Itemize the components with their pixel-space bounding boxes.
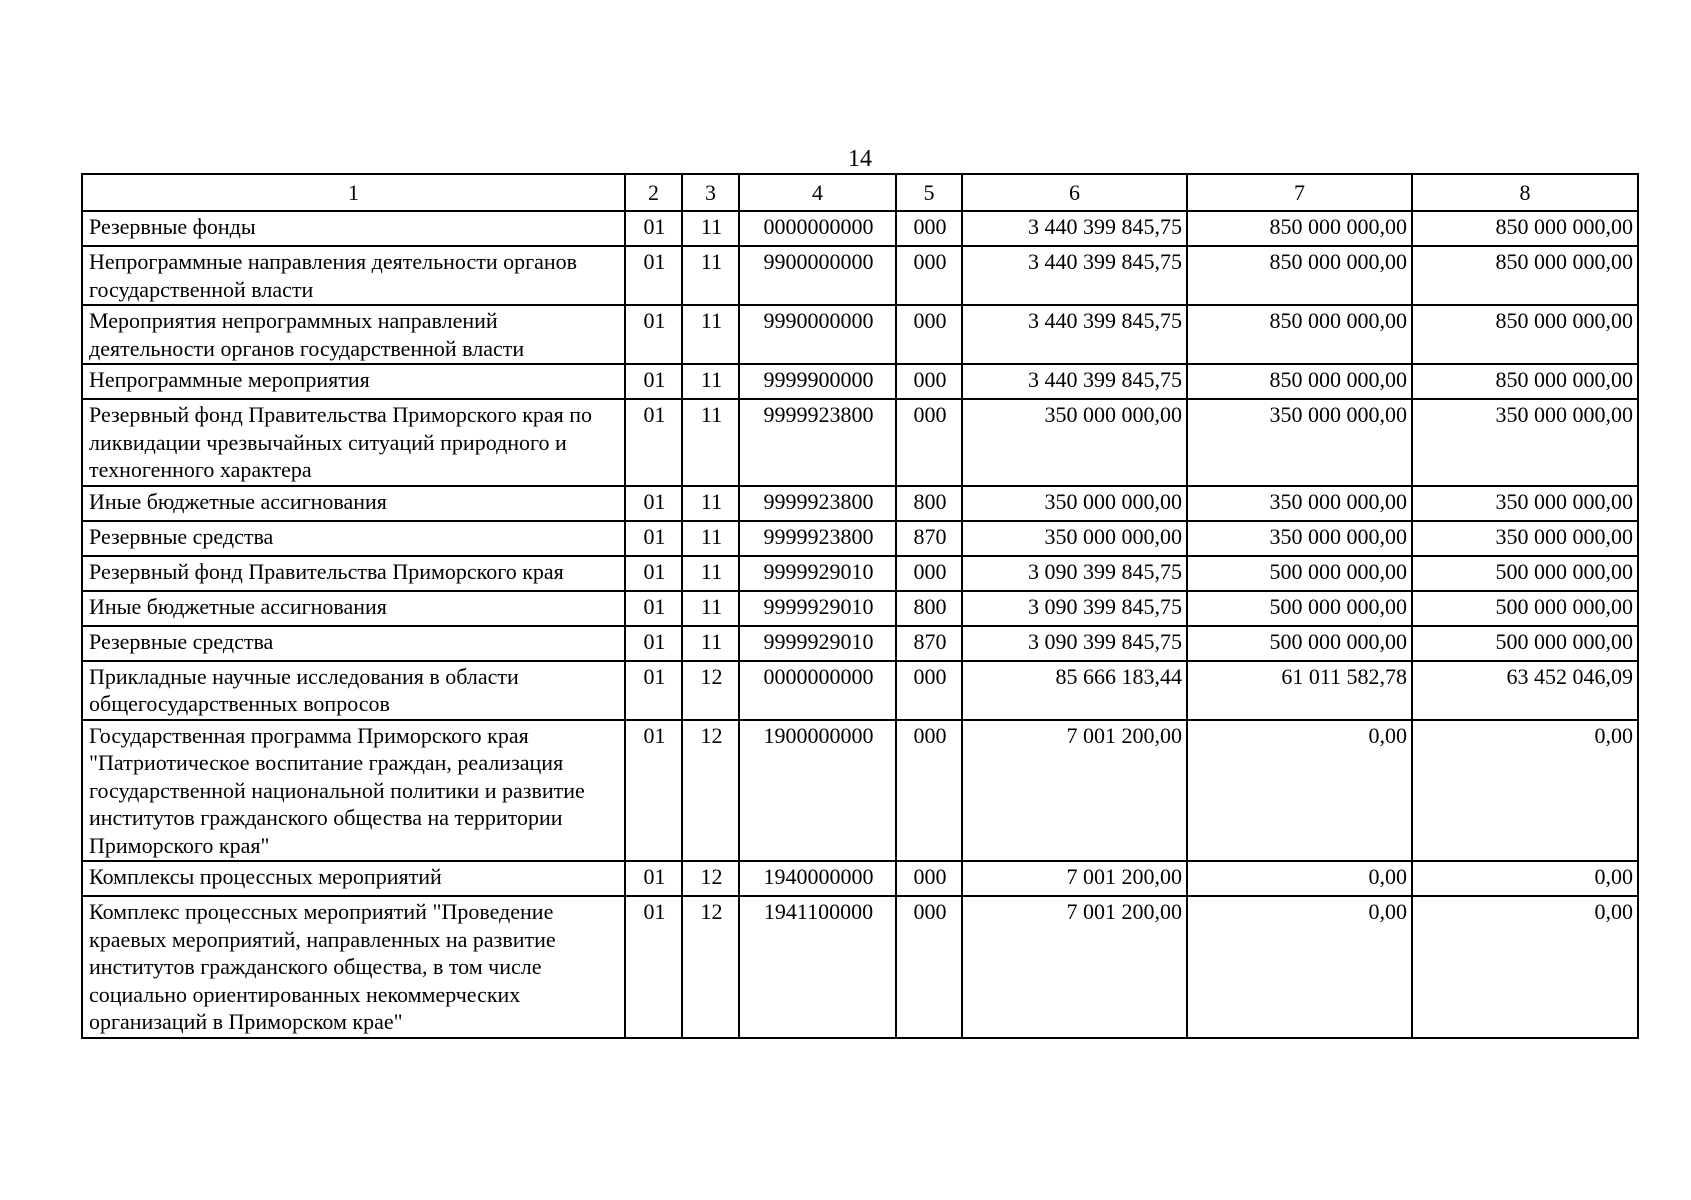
row-expense-type: 000 <box>896 896 962 1038</box>
table-row <box>82 521 1638 556</box>
row-name: Резервные средства <box>82 626 625 661</box>
column-header: 7 <box>1187 174 1412 211</box>
row-amount-col7: 0,00 <box>1187 720 1412 862</box>
row-section: 01 <box>625 399 682 486</box>
row-expense-type: 000 <box>896 364 962 399</box>
column-header: 2 <box>625 174 682 211</box>
row-amount-col7: 0,00 <box>1187 861 1412 896</box>
row-subsection: 11 <box>682 486 739 521</box>
row-name: Непрограммные направления деятельности органов государственной власти <box>82 246 625 305</box>
row-amount-col8: 0,00 <box>1412 896 1638 1038</box>
row-amount-col7: 500 000 000,00 <box>1187 556 1412 591</box>
row-section: 01 <box>625 591 682 626</box>
row-amount-col7: 850 000 000,00 <box>1187 211 1412 246</box>
row-target-code: 9900000000 <box>739 246 896 305</box>
row-amount-col6: 3 440 399 845,75 <box>962 211 1187 246</box>
header-row <box>82 174 1638 211</box>
row-name: Прикладные научные исследования в области общегосударственных вопросов <box>82 661 625 720</box>
row-amount-col6: 3 090 399 845,75 <box>962 626 1187 661</box>
row-amount-col8: 850 000 000,00 <box>1412 305 1638 364</box>
row-name: Государственная программа Приморского края "Патриотическое воспитание граждан, реализация государственной национальной политики и развитие институтов гражданского общества на территории Приморского края" <box>82 720 625 862</box>
row-amount-col6: 3 090 399 845,75 <box>962 591 1187 626</box>
table-row <box>82 364 1638 399</box>
row-amount-col6: 350 000 000,00 <box>962 399 1187 486</box>
row-amount-col6: 7 001 200,00 <box>962 861 1187 896</box>
table-row <box>82 556 1638 591</box>
row-subsection: 11 <box>682 364 739 399</box>
column-header: 8 <box>1412 174 1638 211</box>
budget-table <box>81 173 1639 1039</box>
row-subsection: 11 <box>682 399 739 486</box>
row-amount-col8: 500 000 000,00 <box>1412 556 1638 591</box>
row-name: Комплексы процессных мероприятий <box>82 861 625 896</box>
row-section: 01 <box>625 305 682 364</box>
row-amount-col6: 7 001 200,00 <box>962 720 1187 862</box>
row-section: 01 <box>625 861 682 896</box>
row-section: 01 <box>625 896 682 1038</box>
row-subsection: 11 <box>682 211 739 246</box>
row-subsection: 12 <box>682 896 739 1038</box>
row-amount-col8: 63 452 046,09 <box>1412 661 1638 720</box>
row-amount-col7: 61 011 582,78 <box>1187 661 1412 720</box>
row-amount-col6: 3 090 399 845,75 <box>962 556 1187 591</box>
row-expense-type: 870 <box>896 626 962 661</box>
row-name: Резервные средства <box>82 521 625 556</box>
column-header: 4 <box>739 174 896 211</box>
row-target-code: 9999929010 <box>739 556 896 591</box>
row-subsection: 12 <box>682 720 739 862</box>
row-amount-col7: 500 000 000,00 <box>1187 591 1412 626</box>
row-amount-col8: 350 000 000,00 <box>1412 486 1638 521</box>
row-target-code: 9999900000 <box>739 364 896 399</box>
row-name: Мероприятия непрограммных направлений деятельности органов государственной власти <box>82 305 625 364</box>
row-subsection: 11 <box>682 626 739 661</box>
row-target-code: 9999923800 <box>739 521 896 556</box>
row-section: 01 <box>625 720 682 862</box>
row-amount-col8: 500 000 000,00 <box>1412 591 1638 626</box>
row-amount-col8: 0,00 <box>1412 720 1638 862</box>
row-amount-col6: 3 440 399 845,75 <box>962 305 1187 364</box>
row-subsection: 12 <box>682 661 739 720</box>
table-row <box>82 486 1638 521</box>
row-amount-col6: 3 440 399 845,75 <box>962 364 1187 399</box>
row-subsection: 12 <box>682 861 739 896</box>
row-amount-col7: 350 000 000,00 <box>1187 521 1412 556</box>
row-target-code: 9999929010 <box>739 626 896 661</box>
table-row <box>82 399 1638 486</box>
column-header: 5 <box>896 174 962 211</box>
row-amount-col6: 3 440 399 845,75 <box>962 246 1187 305</box>
row-expense-type: 000 <box>896 556 962 591</box>
row-name: Резервный фонд Правительства Приморского края <box>82 556 625 591</box>
row-expense-type: 000 <box>896 211 962 246</box>
row-amount-col7: 500 000 000,00 <box>1187 626 1412 661</box>
row-amount-col8: 850 000 000,00 <box>1412 364 1638 399</box>
row-target-code: 0000000000 <box>739 211 896 246</box>
row-target-code: 0000000000 <box>739 661 896 720</box>
row-subsection: 11 <box>682 246 739 305</box>
row-expense-type: 870 <box>896 521 962 556</box>
column-header: 6 <box>962 174 1187 211</box>
row-amount-col7: 350 000 000,00 <box>1187 399 1412 486</box>
row-target-code: 9999923800 <box>739 399 896 486</box>
row-expense-type: 000 <box>896 305 962 364</box>
table-row <box>82 591 1638 626</box>
row-amount-col7: 850 000 000,00 <box>1187 364 1412 399</box>
row-amount-col8: 850 000 000,00 <box>1412 246 1638 305</box>
row-section: 01 <box>625 486 682 521</box>
row-amount-col6: 85 666 183,44 <box>962 661 1187 720</box>
row-subsection: 11 <box>682 521 739 556</box>
row-name: Резервные фонды <box>82 211 625 246</box>
row-name: Иные бюджетные ассигнования <box>82 591 625 626</box>
row-amount-col7: 850 000 000,00 <box>1187 246 1412 305</box>
row-target-code: 9990000000 <box>739 305 896 364</box>
row-amount-col8: 350 000 000,00 <box>1412 521 1638 556</box>
row-expense-type: 000 <box>896 246 962 305</box>
row-expense-type: 000 <box>896 720 962 862</box>
row-name: Резервный фонд Правительства Приморского края по ликвидации чрезвычайных ситуаций природного и техногенного характера <box>82 399 625 486</box>
table-row <box>82 305 1638 364</box>
row-amount-col6: 7 001 200,00 <box>962 896 1187 1038</box>
table-row <box>82 720 1638 862</box>
table-row <box>82 661 1638 720</box>
table-row <box>82 896 1638 1038</box>
row-name: Иные бюджетные ассигнования <box>82 486 625 521</box>
row-amount-col8: 850 000 000,00 <box>1412 211 1638 246</box>
row-section: 01 <box>625 521 682 556</box>
row-amount-col8: 0,00 <box>1412 861 1638 896</box>
row-subsection: 11 <box>682 305 739 364</box>
table-body <box>82 211 1638 1038</box>
row-target-code: 9999923800 <box>739 486 896 521</box>
table-row <box>82 211 1638 246</box>
row-target-code: 1941100000 <box>739 896 896 1038</box>
table-row <box>82 246 1638 305</box>
page-number: 14 <box>848 146 872 172</box>
row-name: Комплекс процессных мероприятий "Проведение краевых мероприятий, направленных на развитие институтов гражданского общества, в том числе социально ориентированных некоммерческих организаций в Приморском крае" <box>82 896 625 1038</box>
row-expense-type: 800 <box>896 486 962 521</box>
row-expense-type: 800 <box>896 591 962 626</box>
row-subsection: 11 <box>682 556 739 591</box>
row-section: 01 <box>625 246 682 305</box>
row-amount-col6: 350 000 000,00 <box>962 486 1187 521</box>
row-target-code: 9999929010 <box>739 591 896 626</box>
row-expense-type: 000 <box>896 399 962 486</box>
row-section: 01 <box>625 626 682 661</box>
row-amount-col6: 350 000 000,00 <box>962 521 1187 556</box>
row-amount-col7: 0,00 <box>1187 896 1412 1038</box>
row-name: Непрограммные мероприятия <box>82 364 625 399</box>
row-section: 01 <box>625 556 682 591</box>
row-expense-type: 000 <box>896 861 962 896</box>
row-section: 01 <box>625 364 682 399</box>
row-section: 01 <box>625 661 682 720</box>
row-target-code: 1940000000 <box>739 861 896 896</box>
row-amount-col8: 350 000 000,00 <box>1412 399 1638 486</box>
row-section: 01 <box>625 211 682 246</box>
row-amount-col7: 350 000 000,00 <box>1187 486 1412 521</box>
row-amount-col8: 500 000 000,00 <box>1412 626 1638 661</box>
column-header: 3 <box>682 174 739 211</box>
row-expense-type: 000 <box>896 661 962 720</box>
row-subsection: 11 <box>682 591 739 626</box>
column-header: 1 <box>82 174 625 211</box>
table-row <box>82 861 1638 896</box>
row-target-code: 1900000000 <box>739 720 896 862</box>
row-amount-col7: 850 000 000,00 <box>1187 305 1412 364</box>
table-row <box>82 626 1638 661</box>
